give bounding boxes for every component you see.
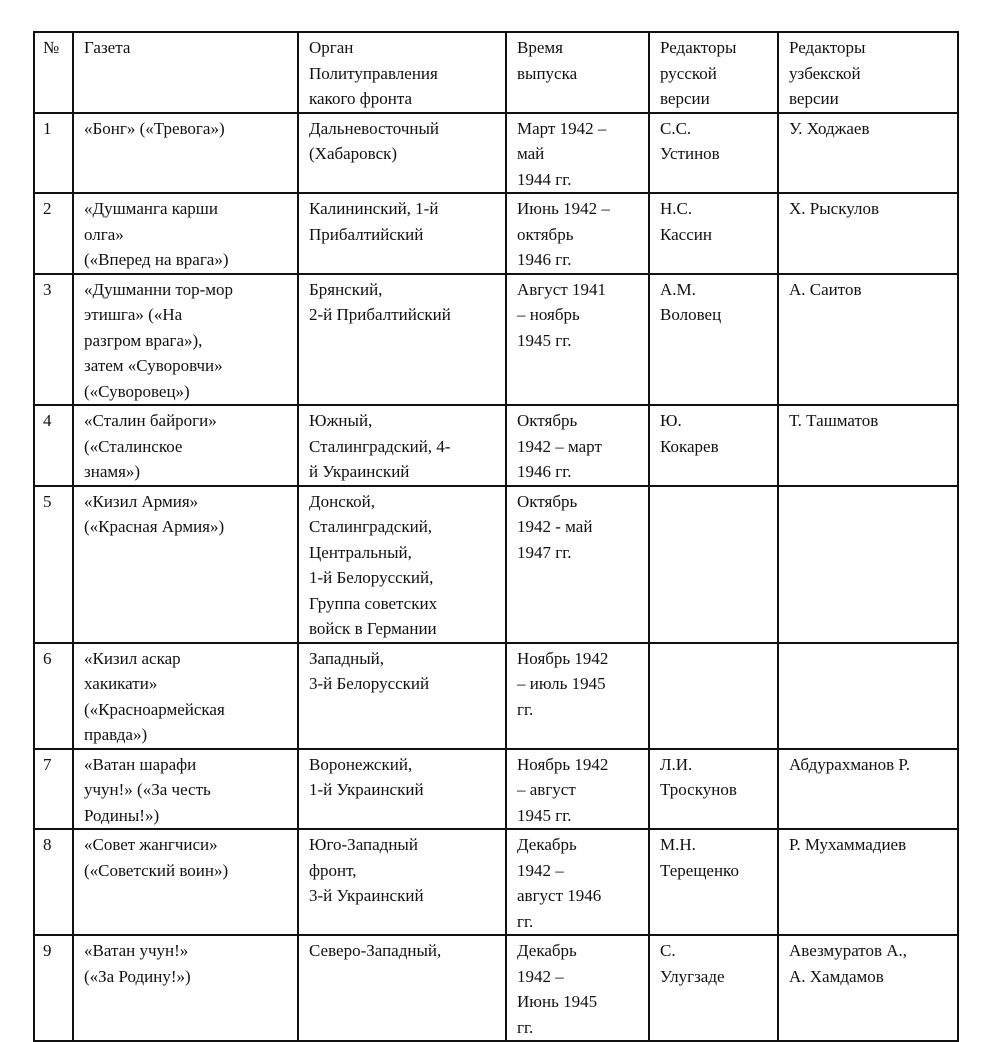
table-row: [34, 643, 958, 749]
cell-number: 2: [34, 193, 73, 274]
cell-number: 3: [34, 274, 73, 406]
cell-uzbek-editor: Х. Рыскулов: [778, 193, 958, 274]
cell-russian-editor: С.С. Устинов: [649, 113, 778, 194]
cell-uzbek-editor: Т. Ташматов: [778, 405, 958, 486]
cell-front: Калининский, 1-й Прибалтийский: [298, 193, 506, 274]
cell-uzbek-editor: Р. Мухаммадиев: [778, 829, 958, 935]
cell-number: 8: [34, 829, 73, 935]
cell-period: Март 1942 – май 1944 гг.: [506, 113, 649, 194]
cell-period: Август 1941 – ноябрь 1945 гг.: [506, 274, 649, 406]
cell-russian-editor: Ю. Кокарев: [649, 405, 778, 486]
table-row: [34, 193, 958, 274]
cell-uzbek-editor: Авезмуратов А., А. Хамдамов: [778, 935, 958, 1041]
header-uzbek-editors: Редакторы узбекской версии: [778, 32, 958, 113]
cell-russian-editor: С. Улугзаде: [649, 935, 778, 1041]
cell-newspaper: «Душманга карши олга» («Вперед на врага»): [73, 193, 298, 274]
table-row: [34, 935, 958, 1041]
cell-number: 1: [34, 113, 73, 194]
cell-number: 5: [34, 486, 73, 643]
cell-front: Донской, Сталинградский, Центральный, 1-й Белорусский, Группа советских войск в Германии: [298, 486, 506, 643]
cell-period: Ноябрь 1942 – август 1945 гг.: [506, 749, 649, 830]
cell-russian-editor: А.М. Воловец: [649, 274, 778, 406]
table-row: [34, 829, 958, 935]
header-front: Орган Политуправления какого фронта: [298, 32, 506, 113]
cell-number: 6: [34, 643, 73, 749]
cell-period: Декабрь 1942 – август 1946 гг.: [506, 829, 649, 935]
header-number: №: [34, 32, 73, 113]
cell-period: Октябрь 1942 - май 1947 гг.: [506, 486, 649, 643]
header-russian-editors: Редакторы русской версии: [649, 32, 778, 113]
cell-uzbek-editor: У. Ходжаев: [778, 113, 958, 194]
cell-russian-editor: Н.С. Кассин: [649, 193, 778, 274]
cell-number: 9: [34, 935, 73, 1041]
table-row: [34, 486, 958, 643]
cell-period: Июнь 1942 – октябрь 1946 гг.: [506, 193, 649, 274]
cell-period: Ноябрь 1942 – июль 1945 гг.: [506, 643, 649, 749]
cell-front: Южный, Сталинградский, 4- й Украинский: [298, 405, 506, 486]
cell-front: Дальневосточный (Хабаровск): [298, 113, 506, 194]
cell-front: Брянский, 2-й Прибалтийский: [298, 274, 506, 406]
cell-russian-editor: Л.И. Троскунов: [649, 749, 778, 830]
header-period: Время выпуска: [506, 32, 649, 113]
cell-russian-editor: М.Н. Терещенко: [649, 829, 778, 935]
cell-front: Северо-Западный,: [298, 935, 506, 1041]
cell-period: Декабрь 1942 – Июнь 1945 гг.: [506, 935, 649, 1041]
cell-newspaper: «Кизил аскар хакикати» («Красноармейская правда»): [73, 643, 298, 749]
cell-front: Юго-Западный фронт, 3-й Украинский: [298, 829, 506, 935]
cell-newspaper: «Ватан учун!» («За Родину!»): [73, 935, 298, 1041]
cell-front: Воронежский, 1-й Украинский: [298, 749, 506, 830]
cell-newspaper: «Ватан шарафи учун!» («За честь Родины!»): [73, 749, 298, 830]
cell-newspaper: «Сталин байроги» («Сталинское знамя»): [73, 405, 298, 486]
cell-number: 7: [34, 749, 73, 830]
cell-newspaper: «Душманни тор-мор этишга» («На разгром врага»), затем «Суворовчи» («Суворовец»): [73, 274, 298, 406]
table-row: [34, 113, 958, 194]
cell-uzbek-editor: Абдурахманов Р.: [778, 749, 958, 830]
table-row: [34, 749, 958, 830]
newspapers-table: [33, 31, 959, 1042]
cell-uzbek-editor: А. Саитов: [778, 274, 958, 406]
cell-period: Октябрь 1942 – март 1946 гг.: [506, 405, 649, 486]
table-row: [34, 405, 958, 486]
header-row: [34, 32, 958, 113]
cell-russian-editor: [649, 486, 778, 643]
table-row: [34, 274, 958, 406]
cell-newspaper: «Совет жангчиси» («Советский воин»): [73, 829, 298, 935]
cell-number: 4: [34, 405, 73, 486]
header-newspaper: Газета: [73, 32, 298, 113]
cell-russian-editor: [649, 643, 778, 749]
cell-newspaper: «Бонг» («Тревога»): [73, 113, 298, 194]
cell-uzbek-editor: [778, 643, 958, 749]
cell-uzbek-editor: [778, 486, 958, 643]
cell-newspaper: «Кизил Армия» («Красная Армия»): [73, 486, 298, 643]
cell-front: Западный, 3-й Белорусский: [298, 643, 506, 749]
